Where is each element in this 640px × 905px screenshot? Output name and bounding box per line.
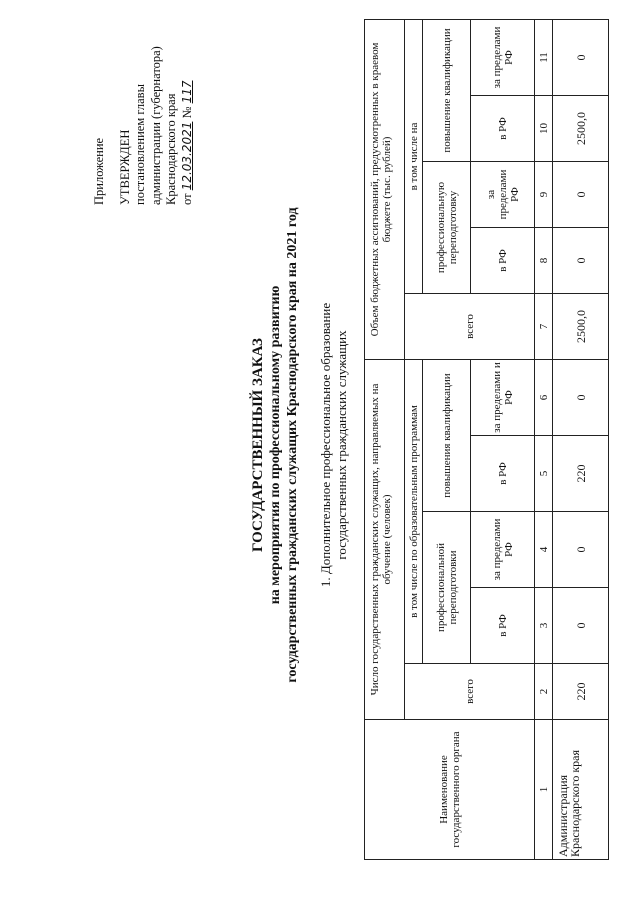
value-cell: 0 bbox=[553, 588, 609, 664]
approval-line-3: Краснодарского края bbox=[164, 93, 178, 205]
title-line-3: государственных гражданских служащих Краснодарского края на 2021 год bbox=[285, 207, 300, 683]
section-heading bbox=[318, 95, 350, 795]
header-prof-retraining-count: профессиональной переподготовки bbox=[423, 512, 471, 664]
value-cell: 0 bbox=[553, 228, 609, 294]
column-number: 2 bbox=[535, 664, 553, 720]
handwritten-date: 12.03.2021 bbox=[179, 121, 194, 191]
value-cell: 0 bbox=[553, 360, 609, 436]
header-qual-upgrade-count: повышения квалификации bbox=[423, 360, 471, 512]
header-total-count: всего bbox=[405, 664, 535, 720]
handwritten-number: 117 bbox=[179, 80, 194, 104]
value-cell: 0 bbox=[553, 512, 609, 588]
column-number: 3 bbox=[535, 588, 553, 664]
header-group-count: Число государственных гражданских служащих, направляемых на обучение (человек) bbox=[365, 360, 405, 720]
value-cell: 220 bbox=[553, 436, 609, 512]
value-cell: 2500,0 bbox=[553, 294, 609, 360]
column-number: 8 bbox=[535, 228, 553, 294]
column-number: 1 bbox=[535, 720, 553, 860]
org-name-cell: Администрация Краснодарского края bbox=[553, 720, 609, 860]
approval-block bbox=[92, 46, 195, 205]
header-in-rf: в РФ bbox=[471, 436, 535, 512]
column-number: 4 bbox=[535, 512, 553, 588]
header-abroad: за пределами РФ bbox=[471, 20, 535, 96]
approved-label: УТВЕРЖДЕН bbox=[117, 129, 132, 205]
value-cell: 2500,0 bbox=[553, 96, 609, 162]
header-abroad: за пределами РФ bbox=[471, 512, 535, 588]
date-prefix: от bbox=[179, 193, 194, 205]
section-line-1: 1. Дополнительное профессиональное образование bbox=[318, 302, 333, 588]
value-cell: 220 bbox=[553, 664, 609, 720]
appendix-label: Приложение bbox=[92, 137, 106, 205]
approval-line-1: постановлением главы bbox=[133, 84, 147, 205]
column-number: 9 bbox=[535, 162, 553, 228]
column-number: 7 bbox=[535, 294, 553, 360]
header-org: Наименование государственного органа bbox=[365, 720, 535, 860]
header-incl-programs: в том числе по образовательным программам bbox=[405, 360, 423, 664]
header-abroad: за пределами РФ bbox=[471, 162, 535, 228]
value-cell: 0 bbox=[553, 162, 609, 228]
number-prefix: № bbox=[179, 106, 194, 119]
column-number: 6 bbox=[535, 360, 553, 436]
column-number: 10 bbox=[535, 96, 553, 162]
document-title bbox=[250, 95, 301, 795]
column-number: 11 bbox=[535, 20, 553, 96]
table-row bbox=[553, 20, 609, 860]
header-abroad: за пределами и РФ bbox=[471, 360, 535, 436]
header-in-rf: в РФ bbox=[471, 96, 535, 162]
value-cell: 0 bbox=[553, 20, 609, 96]
approval-line-2: администрации (губернатора) bbox=[148, 46, 163, 205]
title-line-2: на мероприятия по профессиональному развитию bbox=[268, 285, 283, 605]
header-prof-retraining-money: профессиональную переподготовку bbox=[423, 162, 471, 294]
header-total-money: всего bbox=[405, 294, 535, 360]
header-group-money: Объем бюджетных ассигнований, предусмотренных в краевом бюджете (тыс. рублей) bbox=[365, 20, 405, 360]
header-qual-upgrade-money: повышение квалификации bbox=[423, 20, 471, 162]
section-line-2: государственных гражданских служащих bbox=[334, 330, 349, 560]
approval-date-line bbox=[180, 46, 196, 205]
header-incl-on: в том числе на bbox=[405, 20, 423, 294]
header-in-rf: в РФ bbox=[471, 588, 535, 664]
header-in-rf: в РФ bbox=[471, 228, 535, 294]
order-table bbox=[364, 19, 609, 860]
column-number: 5 bbox=[535, 436, 553, 512]
title-line-1: ГОСУДАРСТВЕННЫЙ ЗАКАЗ bbox=[250, 338, 266, 552]
